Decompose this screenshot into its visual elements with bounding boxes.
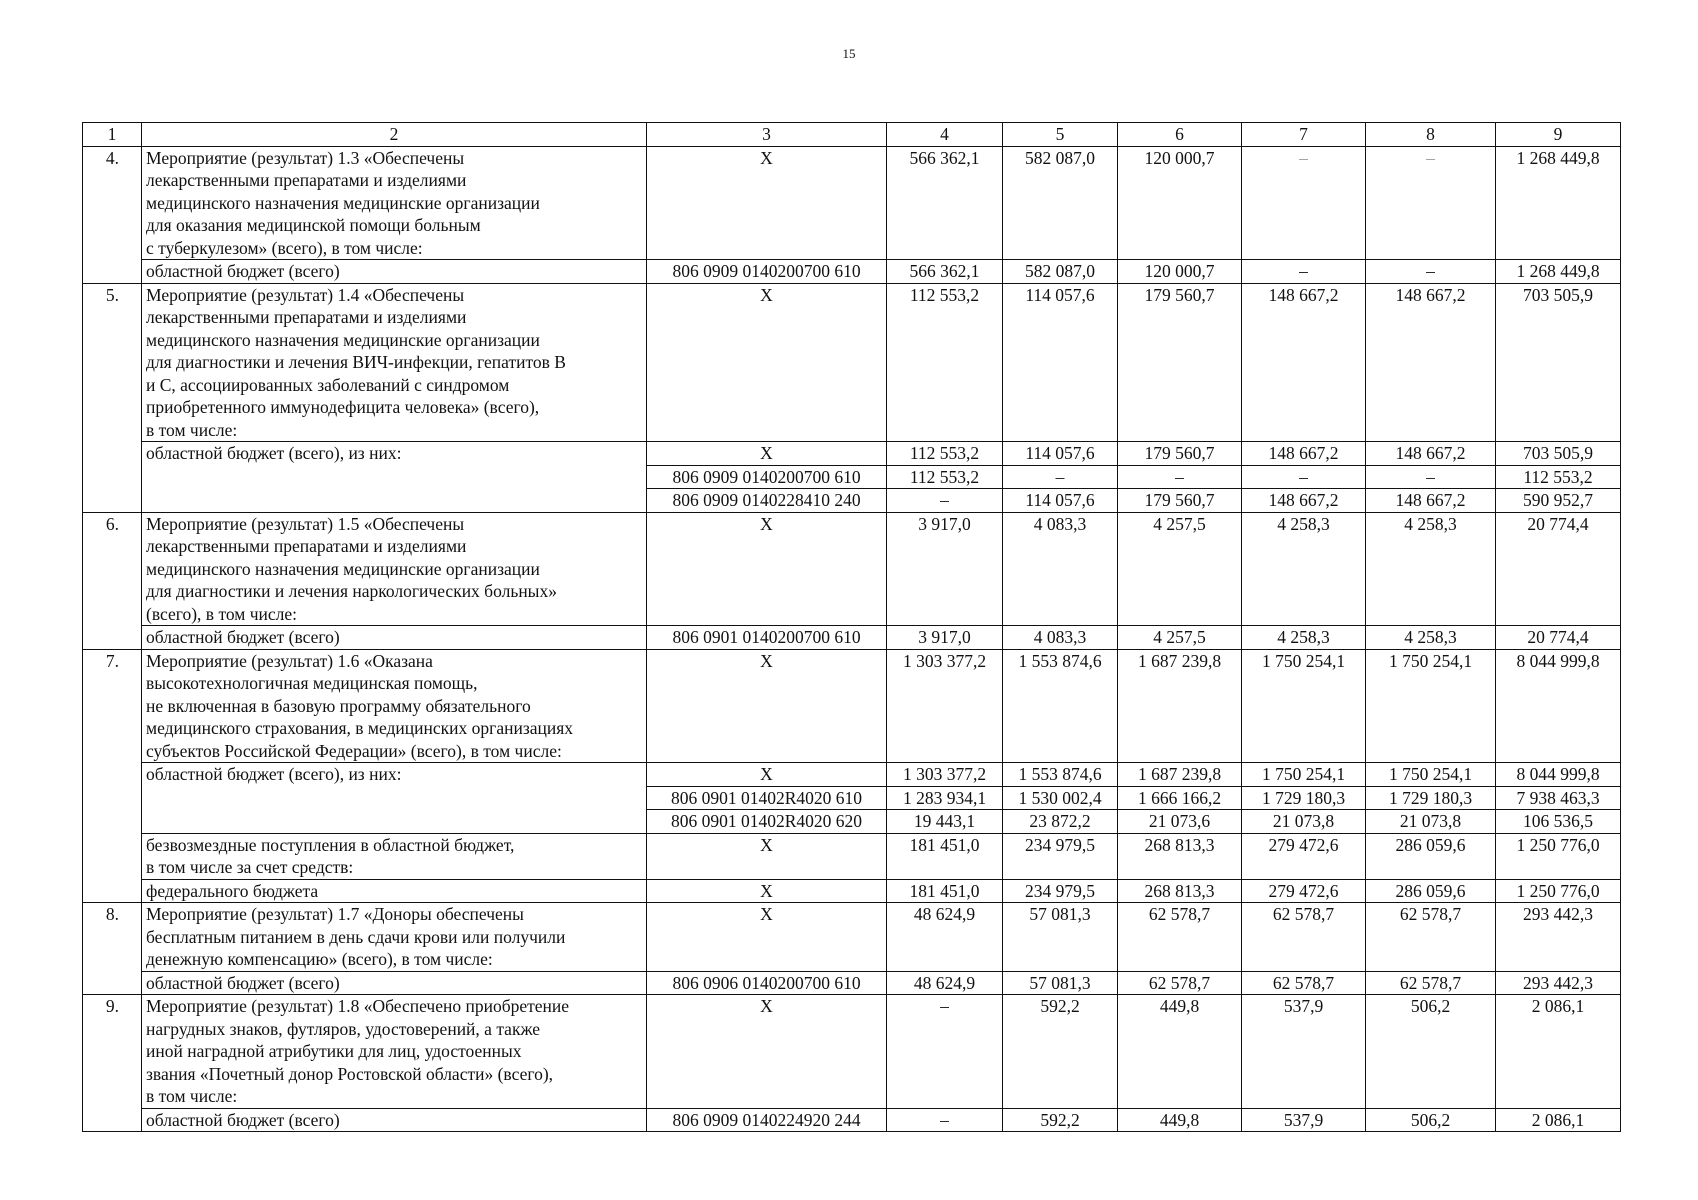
funding-source-label <box>142 442 647 513</box>
value-cell: 8 044 999,8 <box>1496 763 1621 787</box>
value-cell: 21 073,8 <box>1366 810 1496 834</box>
code-cell: 806 0909 0140200700 610 <box>647 465 887 489</box>
value-cell: 1 553 874,6 <box>1003 763 1118 787</box>
measure-row <box>83 995 1621 1109</box>
value-cell: 590 952,7 <box>1496 489 1621 513</box>
value-cell: 148 667,2 <box>1242 442 1366 466</box>
code-cell: 806 0901 0140200700 610 <box>647 626 887 650</box>
value-cell: 148 667,2 <box>1366 283 1496 442</box>
value-cell: 1 530 002,4 <box>1003 786 1118 810</box>
measure-row <box>83 512 1621 626</box>
text-line: в том числе: <box>146 1086 238 1106</box>
measure-title <box>142 512 647 626</box>
text-line: лекарственными препаратами и изделиями <box>146 536 467 556</box>
text-line: областной бюджет (всего), из них: <box>146 764 402 784</box>
code-cell: 806 0909 0140224920 244 <box>647 1108 887 1132</box>
funding-row <box>83 879 1621 903</box>
column-header: 7 <box>1242 123 1366 147</box>
row-number: 8. <box>83 903 142 995</box>
column-header: 9 <box>1496 123 1621 147</box>
text-line: звания «Почетный донор Ростовской области» (всего), <box>146 1063 554 1084</box>
code-cell: Х <box>647 512 887 626</box>
value-cell: 1 553 874,6 <box>1003 649 1118 763</box>
value-cell: 449,8 <box>1118 1108 1242 1132</box>
column-header: 1 <box>83 123 142 147</box>
funding-source-label <box>142 1108 647 1132</box>
value-cell: 293 442,3 <box>1496 971 1621 995</box>
row-number: 6. <box>83 512 142 649</box>
value-cell: 106 536,5 <box>1496 810 1621 834</box>
funding-row <box>83 1108 1621 1132</box>
value-cell: 449,8 <box>1118 995 1242 1109</box>
value-cell: 1 729 180,3 <box>1242 786 1366 810</box>
text-line: для оказания медицинской помощи больным <box>146 215 481 235</box>
text-line: в том числе за счет средств: <box>146 857 354 877</box>
text-line: Мероприятие (результат) 1.5 «Обеспечены <box>146 513 465 534</box>
value-cell: 114 057,6 <box>1003 283 1118 442</box>
value-cell: 62 578,7 <box>1242 971 1366 995</box>
text-line: (всего), в том числе: <box>146 603 298 624</box>
text-line: с туберкулезом» (всего), в том числе: <box>146 237 423 258</box>
column-header: 5 <box>1003 123 1118 147</box>
value-cell: – <box>1242 465 1366 489</box>
row-number: 4. <box>83 146 142 283</box>
value-cell: 21 073,6 <box>1118 810 1242 834</box>
value-cell: 506,2 <box>1366 995 1496 1109</box>
value-cell: 234 979,5 <box>1003 879 1118 903</box>
value-cell: 4 083,3 <box>1003 626 1118 650</box>
value-cell: 1 750 254,1 <box>1366 763 1496 787</box>
value-cell: 62 578,7 <box>1242 903 1366 972</box>
value-cell: 179 560,7 <box>1118 442 1242 466</box>
text-line: медицинского назначения медицинские организации <box>146 558 540 579</box>
value-cell: 1 750 254,1 <box>1366 649 1496 763</box>
value-cell: 1 687 239,8 <box>1118 763 1242 787</box>
measure-title <box>142 283 647 442</box>
text-line: лекарственными препаратами и изделиями <box>146 170 467 190</box>
measure-title <box>142 995 647 1109</box>
code-cell: 806 0906 0140200700 610 <box>647 971 887 995</box>
value-cell: 114 057,6 <box>1003 489 1118 513</box>
value-cell: 582 087,0 <box>1003 260 1118 284</box>
value-cell: 1 750 254,1 <box>1242 763 1366 787</box>
value-cell: 3 917,0 <box>887 512 1003 626</box>
value-cell: 7 938 463,3 <box>1496 786 1621 810</box>
value-cell: – <box>1242 260 1366 284</box>
value-cell: 57 081,3 <box>1003 903 1118 972</box>
value-cell: 8 044 999,8 <box>1496 649 1621 763</box>
code-cell: Х <box>647 903 887 972</box>
text-line: Мероприятие (результат) 1.4 «Обеспечены <box>146 284 465 305</box>
text-line: субъектов Российской Федерации» (всего), в том числе: <box>146 740 562 761</box>
funding-row <box>83 442 1621 466</box>
funding-source-label <box>142 626 647 650</box>
value-cell: 1 729 180,3 <box>1366 786 1496 810</box>
value-cell: 4 257,5 <box>1118 512 1242 626</box>
code-cell: Х <box>647 649 887 763</box>
value-cell: 279 472,6 <box>1242 833 1366 879</box>
row-number: 7. <box>83 649 142 903</box>
page-number: 15 <box>842 46 856 61</box>
text-line: бесплатным питанием в день сдачи крови или получили <box>146 926 566 947</box>
value-cell: 3 917,0 <box>887 626 1003 650</box>
value-cell: 1 283 934,1 <box>887 786 1003 810</box>
value-cell: – <box>887 995 1003 1109</box>
text-line: нагрудных знаков, футляров, удостоверений, а также <box>146 1018 541 1039</box>
value-cell: – <box>1118 465 1242 489</box>
text-line: областной бюджет (всего), из них: <box>146 443 402 463</box>
code-cell: Х <box>647 146 887 260</box>
value-cell: 112 553,2 <box>887 442 1003 466</box>
code-cell: Х <box>647 833 887 879</box>
measure-title <box>142 649 647 763</box>
value-cell: 279 472,6 <box>1242 879 1366 903</box>
funding-source-label <box>142 879 647 903</box>
value-cell: 537,9 <box>1242 995 1366 1109</box>
value-cell: 21 073,8 <box>1242 810 1366 834</box>
measure-row <box>83 649 1621 763</box>
value-cell: 120 000,7 <box>1118 260 1242 284</box>
funding-row <box>83 971 1621 995</box>
funding-row <box>83 626 1621 650</box>
value-cell: 148 667,2 <box>1242 489 1366 513</box>
value-cell: 1 250 776,0 <box>1496 879 1621 903</box>
value-cell: 4 083,3 <box>1003 512 1118 626</box>
text-line: приобретенного иммунодефицита человека» (всего), <box>146 397 540 417</box>
code-cell: 806 0909 0140200700 610 <box>647 260 887 284</box>
code-cell: Х <box>647 995 887 1109</box>
value-cell: 20 774,4 <box>1496 512 1621 626</box>
value-cell: 114 057,6 <box>1003 442 1118 466</box>
text-line: Мероприятие (результат) 1.6 «Оказана <box>146 650 433 671</box>
value-cell: 1 303 377,2 <box>887 763 1003 787</box>
value-cell: 62 578,7 <box>1366 971 1496 995</box>
column-number-row <box>83 123 1621 147</box>
text-line: денежную компенсацию» (всего), в том числе: <box>146 949 493 969</box>
funding-row <box>83 763 1621 787</box>
text-line: областной бюджет (всего) <box>146 1109 340 1130</box>
value-cell: 112 553,2 <box>887 465 1003 489</box>
column-header: 4 <box>887 123 1003 147</box>
value-cell: 181 451,0 <box>887 879 1003 903</box>
value-cell: 703 505,9 <box>1496 283 1621 442</box>
value-cell: 148 667,2 <box>1242 283 1366 442</box>
value-cell: 1 687 239,8 <box>1118 649 1242 763</box>
column-header: 3 <box>647 123 887 147</box>
text-line: иной наградной атрибутики для лиц, удостоенных <box>146 1041 522 1061</box>
value-cell: – <box>1366 260 1496 284</box>
value-cell: – <box>887 1108 1003 1132</box>
value-cell: 148 667,2 <box>1366 489 1496 513</box>
row-number: 5. <box>83 283 142 512</box>
column-header: 2 <box>142 123 647 147</box>
code-cell: Х <box>647 283 887 442</box>
code-cell: Х <box>647 879 887 903</box>
value-cell: 1 250 776,0 <box>1496 833 1621 879</box>
column-header: 8 <box>1366 123 1496 147</box>
value-cell: 293 442,3 <box>1496 903 1621 972</box>
text-line: медицинского назначения медицинские организации <box>146 329 540 350</box>
text-line: для диагностики и лечения ВИЧ-инфекции, гепатитов В <box>146 352 566 372</box>
funding-source-label <box>142 971 647 995</box>
column-header: 6 <box>1118 123 1242 147</box>
value-cell: 592,2 <box>1003 1108 1118 1132</box>
funding-source-label <box>142 763 647 834</box>
value-cell: 4 257,5 <box>1118 626 1242 650</box>
measure-title <box>142 146 647 260</box>
value-cell: 566 362,1 <box>887 260 1003 284</box>
value-cell: 582 087,0 <box>1003 146 1118 260</box>
code-cell: 806 0909 0140228410 240 <box>647 489 887 513</box>
code-cell: 806 0901 01402R4020 620 <box>647 810 887 834</box>
value-cell: 179 560,7 <box>1118 283 1242 442</box>
measure-row <box>83 903 1621 972</box>
text-line: областной бюджет (всего) <box>146 627 340 647</box>
value-cell: 181 451,0 <box>887 833 1003 879</box>
value-cell: 48 624,9 <box>887 971 1003 995</box>
value-cell: 120 000,7 <box>1118 146 1242 260</box>
value-cell: 268 813,3 <box>1118 879 1242 903</box>
funding-source-label <box>142 260 647 284</box>
value-cell: 112 553,2 <box>887 283 1003 442</box>
code-cell: 806 0901 01402R4020 610 <box>647 786 887 810</box>
text-line: в том числе: <box>146 419 238 440</box>
text-line: для диагностики и лечения наркологических больных» <box>146 581 557 601</box>
value-cell: 62 578,7 <box>1118 971 1242 995</box>
value-cell: – <box>1366 146 1496 260</box>
value-cell: 62 578,7 <box>1366 903 1496 972</box>
value-cell: 2 086,1 <box>1496 995 1621 1109</box>
text-line: медицинского назначения медицинские организации <box>146 192 540 213</box>
value-cell: 566 362,1 <box>887 146 1003 260</box>
value-cell: 1 750 254,1 <box>1242 649 1366 763</box>
value-cell: 19 443,1 <box>887 810 1003 834</box>
row-number: 9. <box>83 995 142 1132</box>
value-cell: 4 258,3 <box>1366 626 1496 650</box>
code-cell: Х <box>647 763 887 787</box>
budget-table <box>82 122 1621 1132</box>
value-cell: 592,2 <box>1003 995 1118 1109</box>
value-cell: 1 268 449,8 <box>1496 260 1621 284</box>
value-cell: 23 872,2 <box>1003 810 1118 834</box>
value-cell: 62 578,7 <box>1118 903 1242 972</box>
value-cell: 286 059,6 <box>1366 879 1496 903</box>
text-line: и С, ассоциированных заболеваний с синдромом <box>146 374 510 395</box>
text-line: Мероприятие (результат) 1.7 «Доноры обеспечены <box>146 904 524 924</box>
text-line: областной бюджет (всего) <box>146 261 340 281</box>
value-cell: – <box>1003 465 1118 489</box>
value-cell: 4 258,3 <box>1242 626 1366 650</box>
text-line: Мероприятие (результат) 1.3 «Обеспечены <box>146 147 465 168</box>
value-cell: 703 505,9 <box>1496 442 1621 466</box>
value-cell: 4 258,3 <box>1242 512 1366 626</box>
text-line: не включенная в базовую программу обязательного <box>146 695 531 716</box>
value-cell: 537,9 <box>1242 1108 1366 1132</box>
value-cell: – <box>1242 146 1366 260</box>
value-cell: 1 303 377,2 <box>887 649 1003 763</box>
text-line: высокотехнологичная медицинская помощь, <box>146 673 478 693</box>
value-cell: 286 059,6 <box>1366 833 1496 879</box>
funding-row <box>83 260 1621 284</box>
value-cell: 148 667,2 <box>1366 442 1496 466</box>
measure-row <box>83 283 1621 442</box>
value-cell: 57 081,3 <box>1003 971 1118 995</box>
text-line: медицинского страхования, в медицинских организациях <box>146 718 574 738</box>
text-line: федерального бюджета <box>146 880 319 901</box>
value-cell: 20 774,4 <box>1496 626 1621 650</box>
value-cell: – <box>887 489 1003 513</box>
value-cell: 1 666 166,2 <box>1118 786 1242 810</box>
funding-source-label <box>142 833 647 879</box>
value-cell: 268 813,3 <box>1118 833 1242 879</box>
text-line: безвозмездные поступления в областной бюджет, <box>146 834 515 855</box>
value-cell: 179 560,7 <box>1118 489 1242 513</box>
funding-row <box>83 833 1621 879</box>
value-cell: 234 979,5 <box>1003 833 1118 879</box>
table-body <box>83 123 1621 1132</box>
value-cell: 48 624,9 <box>887 903 1003 972</box>
text-line: областной бюджет (всего) <box>146 972 340 993</box>
value-cell: – <box>1366 465 1496 489</box>
measure-title <box>142 903 647 972</box>
value-cell: 2 086,1 <box>1496 1108 1621 1132</box>
text-line: лекарственными препаратами и изделиями <box>146 307 467 327</box>
value-cell: 506,2 <box>1366 1108 1496 1132</box>
measure-row <box>83 146 1621 260</box>
value-cell: 1 268 449,8 <box>1496 146 1621 260</box>
value-cell: 112 553,2 <box>1496 465 1621 489</box>
code-cell: Х <box>647 442 887 466</box>
text-line: Мероприятие (результат) 1.8 «Обеспечено приобретение <box>146 996 570 1016</box>
value-cell: 4 258,3 <box>1366 512 1496 626</box>
